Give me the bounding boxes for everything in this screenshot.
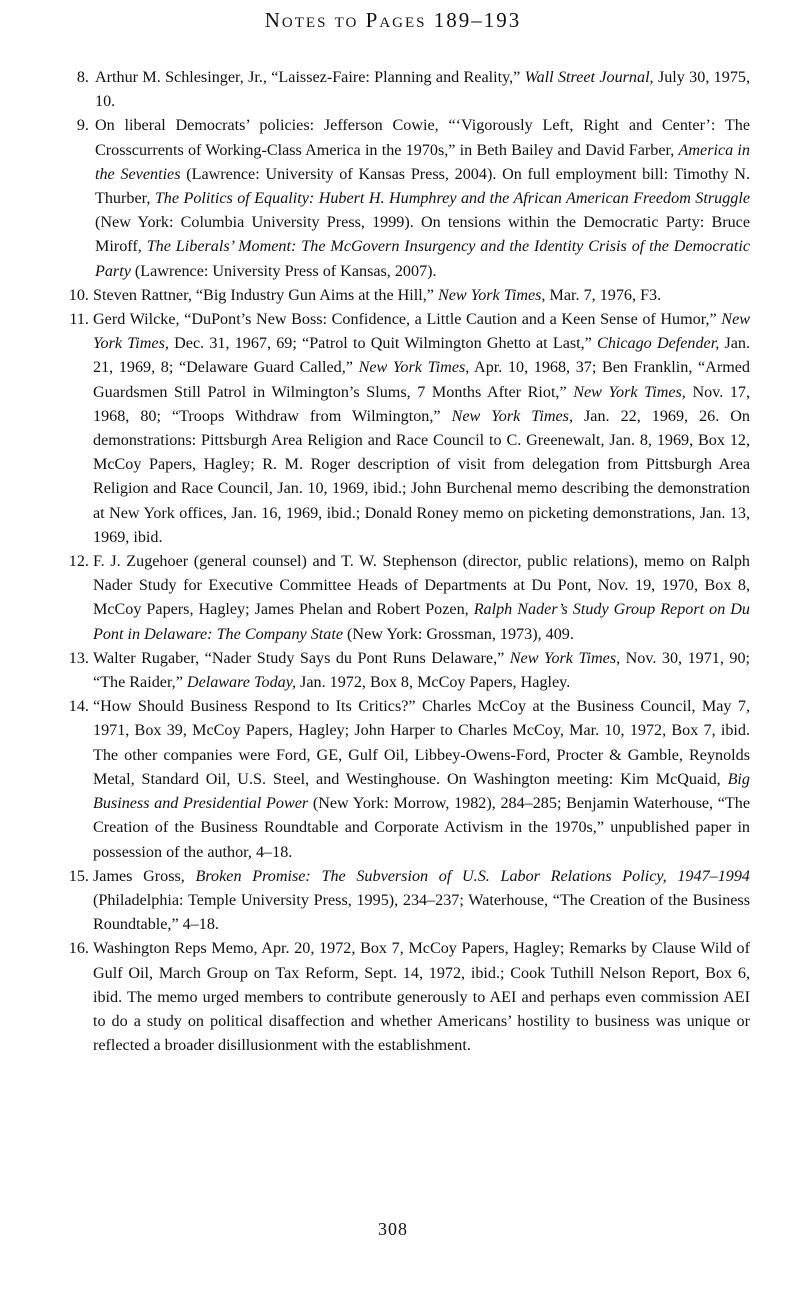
citation-text: Walter Rugaber, “Nader Study Says du Pont Runs Delaware,” [93,649,510,667]
running-header: Notes to Pages 189–193 [264,8,522,32]
citation-text: Mar. 7, 1976, F3. [545,286,662,304]
citation-text: July 30, 1975, 10. [95,69,750,111]
endnote-number: 11. [69,311,93,329]
citation-text: James Gross, [93,867,196,885]
citation-text: On liberal Democrats’ policies: Jefferson Cowie, “‘Vigorously Left, Right and Center’: The Crosscurrents of Working-Class America in the 1970s,” in Beth Bailey and David Farber, [95,117,750,159]
citation-title: Delaware Today, [186,674,297,692]
citation-text: (Lawrence: University of Kansas Press, 2004). On full employment bill: Timothy N. Thurber, [95,165,750,208]
citation-text: Jan. 22, 1969, 26. On demonstrations: Pittsburgh Area Religion and Race Council to C. Greenewalt, Jan. 8, 1969, Box 12, McCoy Papers, Hagley; R. M. Roger description of visit from delegation from Pittsburgh Area Religion and Race Council, Jan. 10, 1969, ibid.; John Burchenal memo describing the demonstration at New York offices, Jan. 16, 1969, ibid.; Donald Roney memo on picketing demonstrations, Jan. 13, 1969, ibid. [93,407,750,546]
endnote-number: 8. [76,69,93,86]
endnotes-list [68,66,751,1058]
citation-title: The Politics of Equality: Hubert H. Humphrey and the African American Freedom Struggle [154,190,750,208]
citation-text: (New York: Columbia University Press, 1999). On tensions within the Democratic Party: Bruce Miroff, [95,214,750,256]
endnote [68,647,750,695]
citation-text: (New York: Morrow, 1982), 284–285; Benjamin Waterhouse, “The Creation of the Business Roundtable and Corporate Activism in the 1970s,” unpublished paper in possession of the author, 4–18. [93,795,751,861]
citation-text: Arthur M. Schlesinger, Jr., “Laissez-Faire: Planning and Reality,” [95,69,525,86]
citation-title: Broken Promise: The Subversion of U.S. Labor Relations Policy, 1947–1994 [195,867,750,885]
endnote-text [93,865,750,938]
citation-text: Nov. 17, 1968, 80; “Troops Withdraw from Wilmington,” [93,383,751,425]
page-number: 308 [378,1219,408,1239]
citation-title: Ralph Nader’s Study Group Report on Du Pont in Delaware: The Company State [93,601,751,643]
citation-text: Apr. 10, 1968, 37; Ben Franklin, “Armed Guardsmen Still Patrol in Wilmington’s Slums, 7 Months After Riot,” [93,359,751,401]
citation-text: Washington Reps Memo, Apr. 20, 1972, Box 7, McCoy Papers, Hagley; Remarks by Clause Wild of Gulf Oil, March Group on Tax Reform, Sept. 14, 1972, ibid.; Cook Tuthill Nelson Report, Box 6, ibid. The memo urged members to contribute generously to AEI and perhaps even commission AEI to do a study on political disaffection and whether Americans’ hostility to business was unique or reflected a broader disillusionment with the establishment. [93,940,750,1055]
citation-title: The Liberals’ Moment: The McGovern Insurgency and the Identity Crisis of the Democratic Party [95,238,750,280]
endnote-number: 16. [68,940,93,958]
citation-title: Chicago Defender, [597,335,720,353]
citation-title: New York Times, [358,359,470,377]
citation-title: New York Times, [437,286,546,304]
citation-text: (New York: Grossman, 1973), 409. [343,625,574,643]
endnote-number: 9. [76,117,93,135]
citation-title: Big Business and Presidential Power [93,770,750,813]
endnote-text [93,647,750,695]
endnote-number: 10. [68,286,93,304]
citation-text: “How Should Business Respond to Its Critics?” Charles McCoy at the Business Council, May 7, 1971, Box 39, McCoy Papers, Hagley; John Harper to Charles McCoy, Mar. 10, 1972, Box 7, ibid. The other companies were Ford, GE, Gulf Oil, Libbey-Owens-Ford, Procter & Gamble, Reynolds Metal, Standard Oil, U.S. Steel, and Westinghouse. On Washington meeting: Kim McQuaid, [93,698,750,788]
citation-title: New York Times, [573,383,686,401]
citation-text: Nov. 30, 1971, 90; “The Raider,” [93,649,750,692]
endnote [73,66,750,114]
citation-title: America in the Seventies [95,141,750,183]
endnote [68,695,751,864]
citation-text: Dec. 31, 1967, 69; “Patrol to Quit Wilmington Ghetto at Last,” [168,335,598,353]
endnote [68,937,750,1058]
endnote-text [93,550,750,647]
endnote-text [93,937,750,1058]
citation-text: (Philadelphia: Temple University Press, 1995), 234–237; Waterhouse, “The Creation of the Business Roundtable,” 4–18. [93,891,750,934]
citation-text: Jan. 21, 1969, 8; “Delaware Guard Called,” [93,335,750,377]
endnote [68,550,751,647]
endnote-text [93,284,750,308]
citation-title: New York Times, [451,407,573,425]
endnote-number: 13. [68,649,93,667]
endnote-number: 12. [68,553,93,571]
citation-title: New York Times, [509,649,621,667]
citation-text: (Lawrence: University Press of Kansas, 2007). [130,262,437,280]
endnote-text [93,308,750,550]
citation-text: Jan. 1972, Box 8, McCoy Papers, Hagley. [296,674,571,692]
endnote [68,865,750,938]
endnote-text [95,66,750,114]
endnote-text [93,695,750,864]
endnote [73,114,750,283]
endnote [68,284,750,308]
citation-text: Steven Rattner, “Big Industry Gun Aims at the Hill,” [93,286,438,304]
citation-title: New York Times, [93,311,750,353]
citation-title: Wall Street Journal, [524,69,654,86]
citation-text: Gerd Wilcke, “DuPont’s New Boss: Confidence, a Little Caution and a Keen Sense of Humor,” [93,311,722,329]
endnote [69,308,751,550]
endnote-text [95,114,750,283]
citation-text: F. J. Zugehoer (general counsel) and T. W. Stephenson (director, public relations), memo on Ralph Nader Study for Executive Committee Heads of Departments at Du Pont, Nov. 19, 1970, Box 8, McCoy Papers, Hagley; James Phelan and Robert Pozen, [93,553,750,619]
endnote-number: 15. [68,867,93,885]
endnote-number: 14. [68,698,93,716]
